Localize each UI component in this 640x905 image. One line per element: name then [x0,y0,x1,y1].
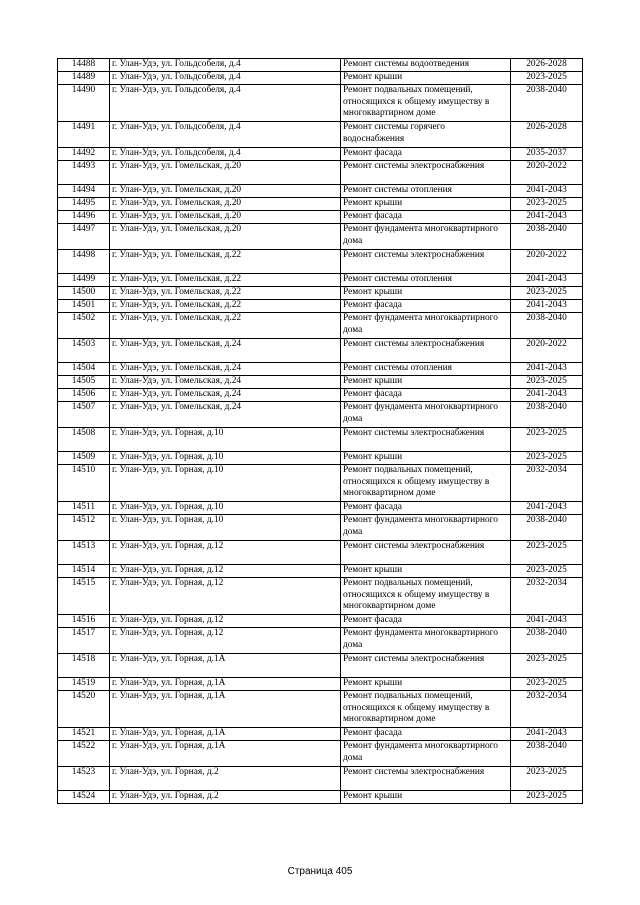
work-type-cell: Ремонт подвальных помещений, относящихся к общему имуществу в многоквартирном доме [341,691,511,728]
table-row [58,402,583,428]
address-cell: г. Улан-Удэ, ул. Гомельская, д.22 [110,274,341,287]
row-number-cell: 14490 [58,85,110,122]
work-type-cell: Ремонт фундамента многоквартирного дома [341,402,511,428]
address-cell: г. Улан-Удэ, ул. Горная, д.12 [110,541,341,565]
address-cell: г. Улан-Удэ, ул. Горная, д.2 [110,791,341,804]
period-cell: 2041-2043 [511,300,583,313]
table-row [58,615,583,628]
work-type-cell: Ремонт системы водоотведения [341,59,511,72]
period-cell: 2032-2034 [511,465,583,502]
table-row [58,389,583,402]
table-row [58,515,583,541]
table-row [58,654,583,678]
table-row [58,428,583,452]
table-row [58,72,583,85]
address-cell: г. Улан-Удэ, ул. Горная, д.10 [110,515,341,541]
table-row [58,161,583,185]
table-row [58,728,583,741]
work-type-cell: Ремонт фасада [341,615,511,628]
row-number-cell: 14489 [58,72,110,85]
period-cell: 2035-2037 [511,148,583,161]
address-cell: г. Улан-Удэ, ул. Горная, д.10 [110,465,341,502]
row-number-cell: 14522 [58,741,110,767]
table-row [58,198,583,211]
table-row [58,85,583,122]
row-number-cell: 14521 [58,728,110,741]
row-number-cell: 14523 [58,767,110,791]
address-cell: г. Улан-Удэ, ул. Горная, д.12 [110,565,341,578]
work-type-cell: Ремонт крыши [341,198,511,211]
address-cell: г. Улан-Удэ, ул. Гольдсобеля, д.4 [110,72,341,85]
repair-schedule-table [57,58,583,804]
period-cell: 2038-2040 [511,85,583,122]
work-type-cell: Ремонт системы электроснабжения [341,767,511,791]
period-cell: 2041-2043 [511,211,583,224]
table-row [58,741,583,767]
row-number-cell: 14507 [58,402,110,428]
row-number-cell: 14519 [58,678,110,691]
table-row [58,691,583,728]
row-number-cell: 14517 [58,628,110,654]
period-cell: 2038-2040 [511,515,583,541]
table-row [58,678,583,691]
address-cell: г. Улан-Удэ, ул. Гомельская, д.24 [110,363,341,376]
row-number-cell: 14501 [58,300,110,313]
address-cell: г. Улан-Удэ, ул. Горная, д.10 [110,428,341,452]
table-row [58,376,583,389]
period-cell: 2038-2040 [511,741,583,767]
row-number-cell: 14491 [58,122,110,148]
row-number-cell: 14492 [58,148,110,161]
row-number-cell: 14494 [58,185,110,198]
work-type-cell: Ремонт крыши [341,791,511,804]
work-type-cell: Ремонт крыши [341,72,511,85]
table-row [58,628,583,654]
period-cell: 2026-2028 [511,59,583,72]
address-cell: г. Улан-Удэ, ул. Гольдсобеля, д.4 [110,122,341,148]
address-cell: г. Улан-Удэ, ул. Горная, д.12 [110,578,341,615]
address-cell: г. Улан-Удэ, ул. Гольдсобеля, д.4 [110,148,341,161]
row-number-cell: 14516 [58,615,110,628]
row-number-cell: 14506 [58,389,110,402]
work-type-cell: Ремонт крыши [341,452,511,465]
table-row [58,791,583,804]
work-type-cell: Ремонт крыши [341,287,511,300]
table-body [58,59,583,804]
address-cell: г. Улан-Удэ, ул. Горная, д.10 [110,452,341,465]
row-number-cell: 14493 [58,161,110,185]
address-cell: г. Улан-Удэ, ул. Горная, д.1А [110,691,341,728]
work-type-cell: Ремонт крыши [341,678,511,691]
work-type-cell: Ремонт фундамента многоквартирного дома [341,741,511,767]
work-type-cell: Ремонт фундамента многоквартирного дома [341,515,511,541]
work-type-cell: Ремонт фундамента многоквартирного дома [341,628,511,654]
table-row [58,211,583,224]
row-number-cell: 14499 [58,274,110,287]
period-cell: 2041-2043 [511,728,583,741]
period-cell: 2023-2025 [511,376,583,389]
row-number-cell: 14508 [58,428,110,452]
work-type-cell: Ремонт фасада [341,502,511,515]
address-cell: г. Улан-Удэ, ул. Гомельская, д.22 [110,250,341,274]
address-cell: г. Улан-Удэ, ул. Гомельская, д.22 [110,287,341,300]
work-type-cell: Ремонт системы электроснабжения [341,250,511,274]
period-cell: 2023-2025 [511,72,583,85]
address-cell: г. Улан-Удэ, ул. Гомельская, д.20 [110,211,341,224]
address-cell: г. Улан-Удэ, ул. Горная, д.1А [110,654,341,678]
row-number-cell: 14504 [58,363,110,376]
period-cell: 2038-2040 [511,224,583,250]
period-cell: 2041-2043 [511,274,583,287]
row-number-cell: 14518 [58,654,110,678]
row-number-cell: 14511 [58,502,110,515]
table-row [58,452,583,465]
row-number-cell: 14515 [58,578,110,615]
address-cell: г. Улан-Удэ, ул. Гольдсобеля, д.4 [110,59,341,72]
address-cell: г. Улан-Удэ, ул. Гомельская, д.20 [110,185,341,198]
address-cell: г. Улан-Удэ, ул. Горная, д.1А [110,728,341,741]
work-type-cell: Ремонт крыши [341,376,511,389]
table-row [58,541,583,565]
address-cell: г. Улан-Удэ, ул. Гомельская, д.20 [110,198,341,211]
period-cell: 2041-2043 [511,363,583,376]
row-number-cell: 14512 [58,515,110,541]
work-type-cell: Ремонт фасада [341,211,511,224]
row-number-cell: 14488 [58,59,110,72]
period-cell: 2023-2025 [511,452,583,465]
address-cell: г. Улан-Удэ, ул. Гомельская, д.24 [110,389,341,402]
work-type-cell: Ремонт подвальных помещений, относящихся к общему имуществу в многоквартирном доме [341,85,511,122]
work-type-cell: Ремонт системы отопления [341,274,511,287]
row-number-cell: 14496 [58,211,110,224]
period-cell: 2020-2022 [511,250,583,274]
table-row [58,287,583,300]
period-cell: 2023-2025 [511,678,583,691]
work-type-cell: Ремонт системы электроснабжения [341,654,511,678]
period-cell: 2041-2043 [511,615,583,628]
period-cell: 2038-2040 [511,628,583,654]
table-row [58,122,583,148]
row-number-cell: 14497 [58,224,110,250]
row-number-cell: 14495 [58,198,110,211]
address-cell: г. Улан-Удэ, ул. Горная, д.1А [110,741,341,767]
table-row [58,274,583,287]
table-row [58,767,583,791]
row-number-cell: 14520 [58,691,110,728]
row-number-cell: 14502 [58,313,110,339]
address-cell: г. Улан-Удэ, ул. Горная, д.10 [110,502,341,515]
address-cell: г. Улан-Удэ, ул. Гольдсобеля, д.4 [110,85,341,122]
address-cell: г. Улан-Удэ, ул. Гомельская, д.24 [110,339,341,363]
period-cell: 2032-2034 [511,691,583,728]
work-type-cell: Ремонт системы электроснабжения [341,428,511,452]
table-row [58,300,583,313]
address-cell: г. Улан-Удэ, ул. Гомельская, д.24 [110,376,341,389]
page-number: Страница 405 [287,866,353,877]
period-cell: 2032-2034 [511,578,583,615]
work-type-cell: Ремонт фундамента многоквартирного дома [341,224,511,250]
work-type-cell: Ремонт системы электроснабжения [341,161,511,185]
period-cell: 2023-2025 [511,767,583,791]
work-type-cell: Ремонт системы электроснабжения [341,541,511,565]
table-row [58,502,583,515]
table-row [58,185,583,198]
row-number-cell: 14513 [58,541,110,565]
row-number-cell: 14524 [58,791,110,804]
row-number-cell: 14509 [58,452,110,465]
work-type-cell: Ремонт подвальных помещений, относящихся к общему имуществу в многоквартирном доме [341,578,511,615]
period-cell: 2023-2025 [511,565,583,578]
work-type-cell: Ремонт подвальных помещений, относящихся к общему имуществу в многоквартирном доме [341,465,511,502]
period-cell: 2038-2040 [511,313,583,339]
address-cell: г. Улан-Удэ, ул. Горная, д.12 [110,615,341,628]
row-number-cell: 14500 [58,287,110,300]
table-row [58,148,583,161]
period-cell: 2023-2025 [511,287,583,300]
table-row [58,578,583,615]
period-cell: 2020-2022 [511,339,583,363]
address-cell: г. Улан-Удэ, ул. Гомельская, д.22 [110,300,341,313]
table-row [58,59,583,72]
table-row [58,313,583,339]
row-number-cell: 14514 [58,565,110,578]
table-row [58,465,583,502]
table-row [58,339,583,363]
period-cell: 2026-2028 [511,122,583,148]
work-type-cell: Ремонт фасада [341,389,511,402]
row-number-cell: 14510 [58,465,110,502]
table-row [58,250,583,274]
work-type-cell: Ремонт фасада [341,728,511,741]
row-number-cell: 14505 [58,376,110,389]
address-cell: г. Улан-Удэ, ул. Гомельская, д.24 [110,402,341,428]
work-type-cell: Ремонт системы горячего водоснабжения [341,122,511,148]
work-type-cell: Ремонт крыши [341,565,511,578]
period-cell: 2020-2022 [511,161,583,185]
period-cell: 2041-2043 [511,185,583,198]
period-cell: 2038-2040 [511,402,583,428]
work-type-cell: Ремонт системы электроснабжения [341,339,511,363]
address-cell: г. Улан-Удэ, ул. Гомельская, д.22 [110,313,341,339]
table-row [58,363,583,376]
row-number-cell: 14498 [58,250,110,274]
address-cell: г. Улан-Удэ, ул. Горная, д.1А [110,678,341,691]
period-cell: 2023-2025 [511,541,583,565]
address-cell: г. Улан-Удэ, ул. Гомельская, д.20 [110,224,341,250]
work-type-cell: Ремонт системы отопления [341,185,511,198]
period-cell: 2041-2043 [511,389,583,402]
address-cell: г. Улан-Удэ, ул. Горная, д.2 [110,767,341,791]
period-cell: 2023-2025 [511,654,583,678]
table-row [58,224,583,250]
work-type-cell: Ремонт фундамента многоквартирного дома [341,313,511,339]
period-cell: 2023-2025 [511,198,583,211]
period-cell: 2041-2043 [511,502,583,515]
table-row [58,565,583,578]
work-type-cell: Ремонт фасада [341,148,511,161]
work-type-cell: Ремонт фасада [341,300,511,313]
row-number-cell: 14503 [58,339,110,363]
period-cell: 2023-2025 [511,791,583,804]
period-cell: 2023-2025 [511,428,583,452]
address-cell: г. Улан-Удэ, ул. Горная, д.12 [110,628,341,654]
work-type-cell: Ремонт системы отопления [341,363,511,376]
address-cell: г. Улан-Удэ, ул. Гомельская, д.20 [110,161,341,185]
